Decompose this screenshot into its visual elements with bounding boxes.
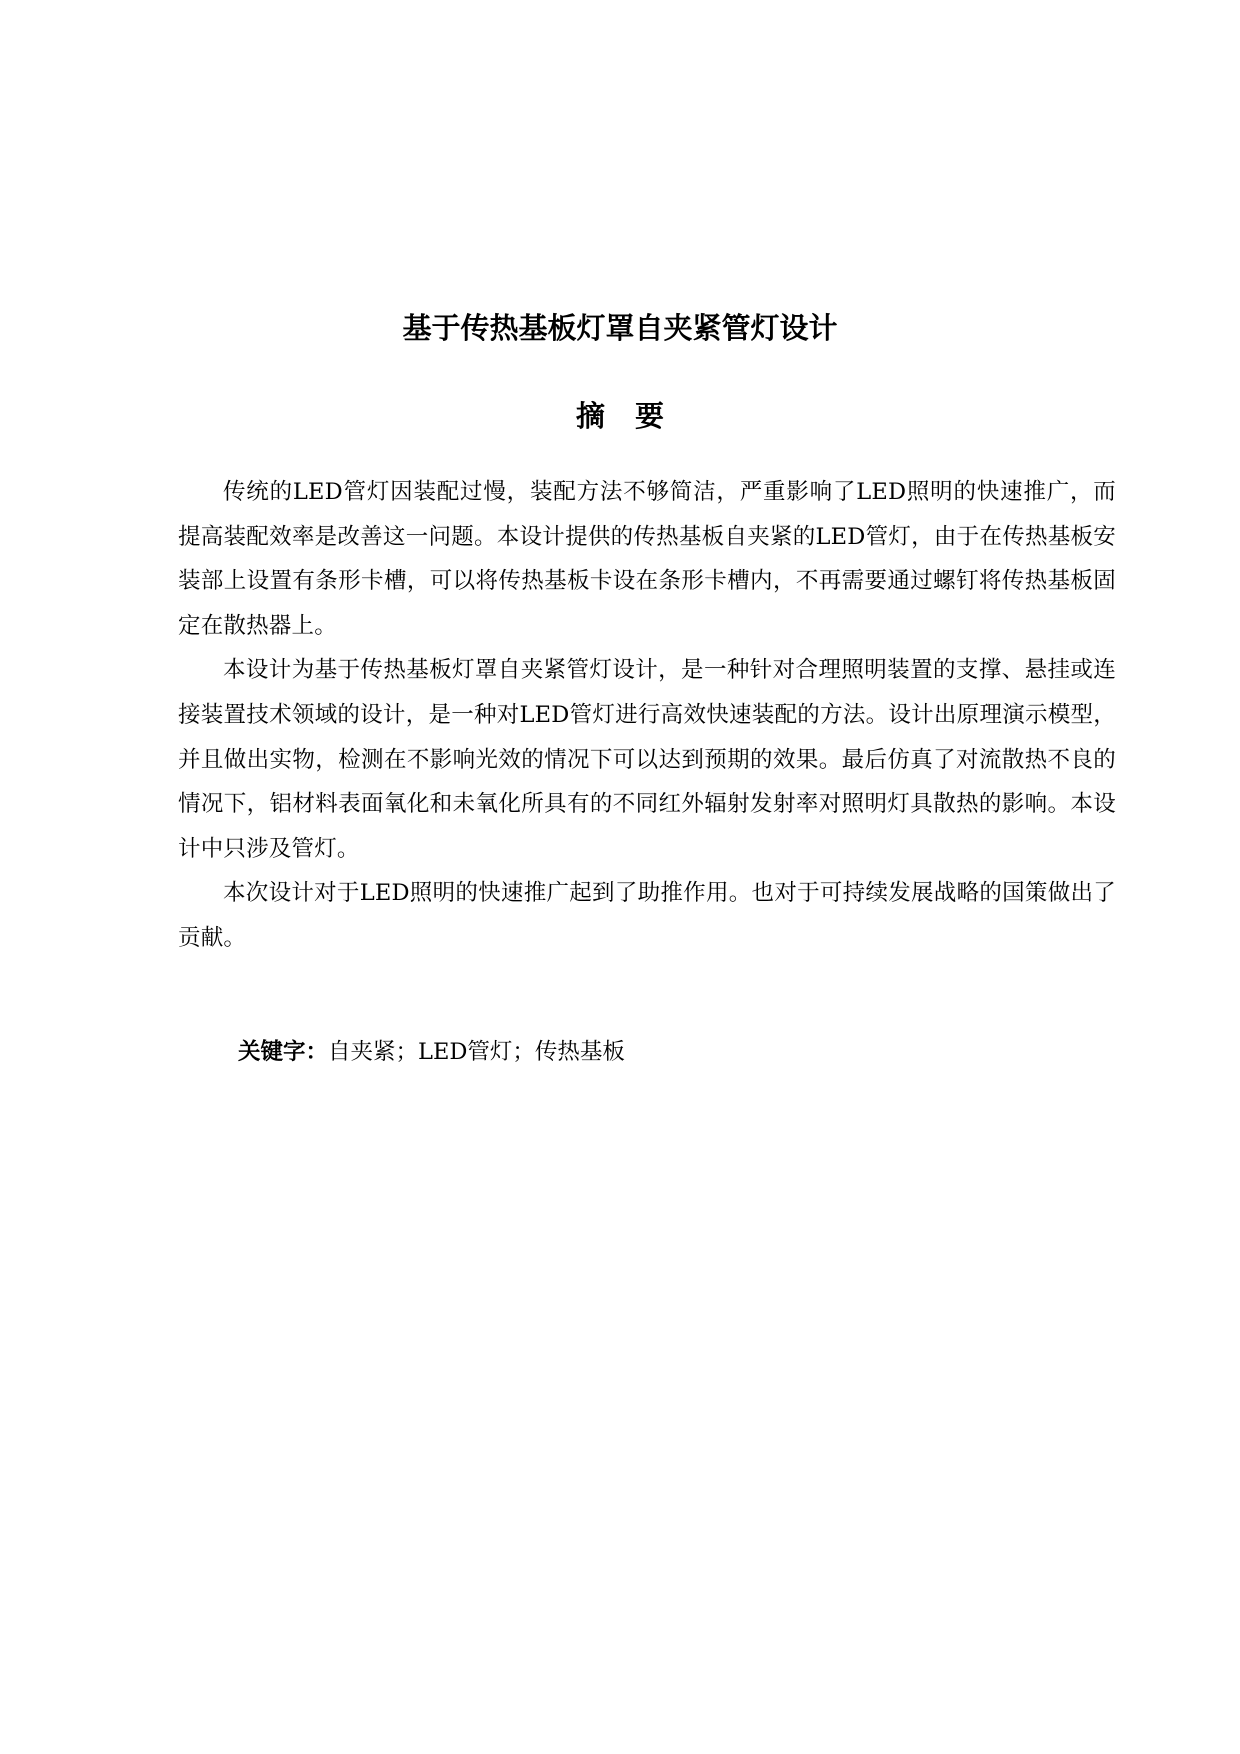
keywords-values: 自夹紧；LED管灯；传热基板: [328, 1039, 625, 1065]
abstract-body: [178, 470, 1116, 961]
abstract-paragraph-3: 本次设计对于LED照明的快速推广起到了助推作用。也对于可持续发展战略的国策做出了贡献。: [178, 880, 1116, 951]
document-title: 基于传热基板灯罩自夹紧管灯设计: [402, 311, 838, 345]
keywords-label: 关键字：: [238, 1039, 329, 1065]
abstract-heading: 摘要: [575, 399, 694, 433]
abstract-paragraph-1: 传统的LED管灯因装配过慢，装配方法不够简洁，严重影响了LED照明的快速推广，而提高装配效率是改善这一问题。本设计提供的传热基板自夹紧的LED管灯，由于在传热基板安装部上设置有条形卡槽，可以将传热基板卡设在条形卡槽内，不再需要通过螺钉将传热基板固定在散热器上。: [178, 479, 1116, 639]
keywords-line: [238, 1030, 625, 1074]
abstract-paragraph-2: 本设计为基于传热基板灯罩自夹紧管灯设计，是一种针对合理照明装置的支撑、悬挂或连接装置技术领域的设计，是一种对LED管灯进行高效快速装配的方法。设计出原理演示模型，并且做出实物，检测在不影响光效的情况下可以达到预期的效果。最后仿真了对流散热不良的情况下，铝材料表面氧化和未氧化所具有的不同红外辐射发射率对照明灯具散热的影响。本设计中只涉及管灯。: [178, 657, 1116, 862]
